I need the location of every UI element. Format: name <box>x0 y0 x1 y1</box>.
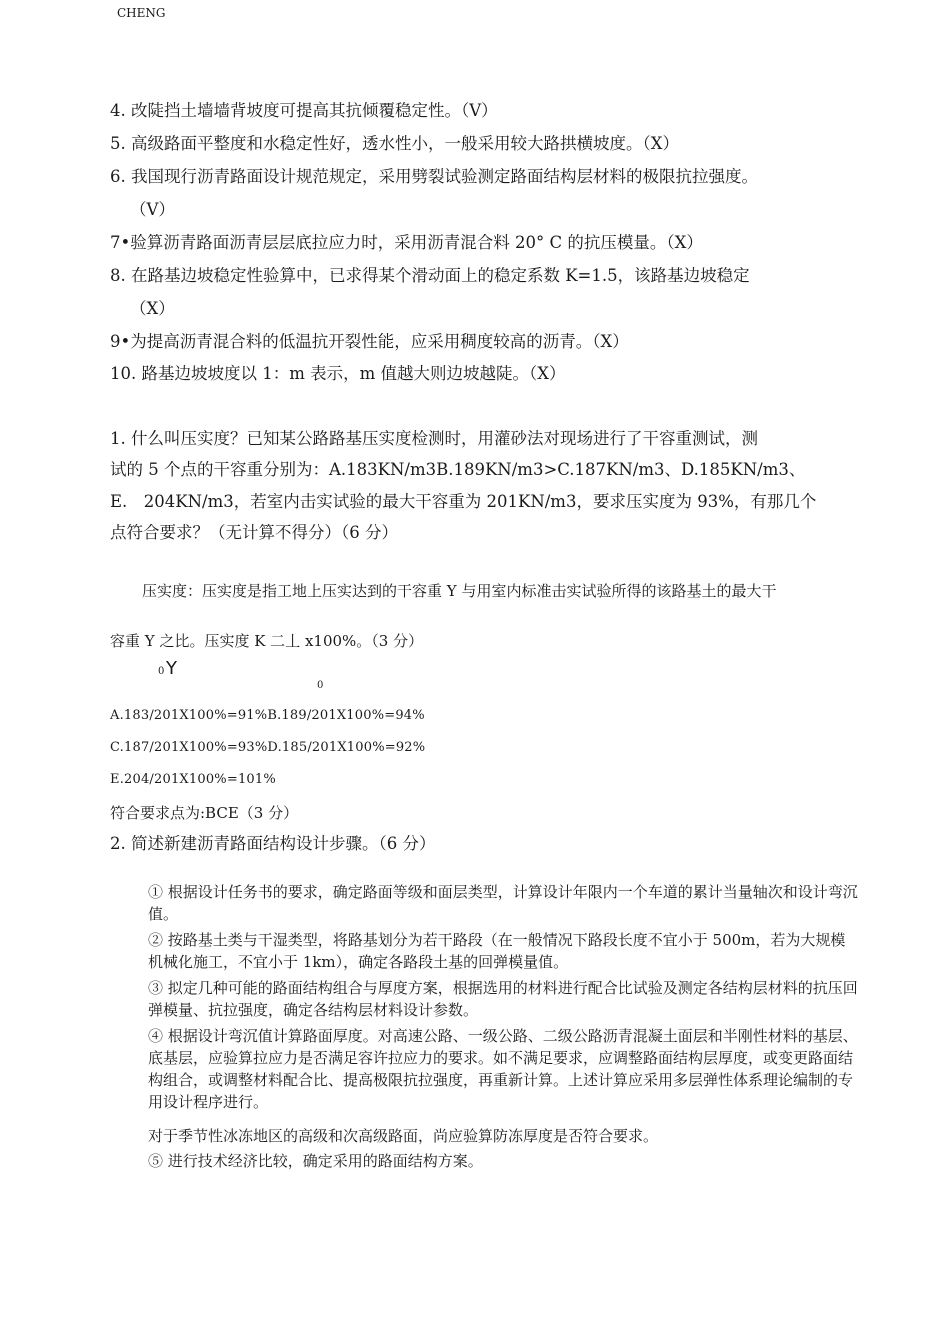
step-3 <box>110 977 860 1021</box>
question-1-line-4: 点符合要求？（无计算不得分）（6 分） <box>110 523 398 542</box>
calculation-line-2: C.187/201X100%=93%D.185/201X100%=92% <box>110 740 426 755</box>
judgement-item-6: 6. 我国现行沥青路面设计规范规定，采用劈裂试验测定路面结构层材料的极限抗拉强度。 <box>110 167 758 186</box>
gamma-symbol: Y <box>166 658 177 679</box>
step-2-text: ② 按路基土类与干湿类型，将路基划分为若干路段（在一般情况下路段长度不宜小于 500m，若为大规模机械化施工，不宜小于 1km），确定各路段土基的回弹模量值。 <box>148 931 846 971</box>
step-4-text: ④ 根据设计弯沉值计算路面厚度。对高速公路、一级公路、二级公路沥青混凝土面层和半刚性材料的基层、底基层，应验算拉应力是否满足容许拉应力的要求。如不满足要求，应调整路面结构层厚度，或变更路面结构组合，或调整材料配合比、提高极限抗拉强度，再重新计算。上述计算应采用多层弹性体系理论编制的专用设计程序进行。 <box>148 1027 858 1111</box>
calculation-line-1: A.183/201X100%=91%B.189/201X100%=94% <box>110 708 425 723</box>
frost-note: 对于季节性冰冻地区的高级和次高级路面，尚应验算防冻厚度是否符合要求。 <box>148 1127 659 1145</box>
judgement-item-8: 8. 在路基边坡稳定性验算中，已求得某个滑动面上的稳定系数 K=1.5，该路基边坡稳定 <box>110 266 750 285</box>
judgement-item-8-answer: （X） <box>130 299 175 318</box>
judgement-item-7: 7•验算沥青路面沥青层层底拉应力时，采用沥青混合料 20° C 的抗压模量。（X） <box>110 233 703 252</box>
judgement-item-4: 4. 改陡挡土墙墙背坡度可提高其抗倾覆稳定性。（V） <box>110 101 498 120</box>
answer-line: 符合要求点为:BCE（3 分） <box>110 804 299 822</box>
judgement-item-9: 9•为提高沥青混合料的低温抗开裂性能，应采用稠度较高的沥青。（X） <box>110 332 629 351</box>
step-1 <box>110 881 860 925</box>
step-3-text: ③ 拟定几种可能的路面结构组合与厚度方案，根据选用的材料进行配合比试验及测定各结构层材料的抗压回弹模量、抗拉强度，确定各结构层材料设计参数。 <box>148 979 858 1019</box>
page-header: CHENG <box>117 6 166 20</box>
step-5 <box>110 1150 860 1172</box>
calculation-line-3: E.204/201X100%=101% <box>110 772 276 787</box>
judgement-item-10: 10. 路基边坡坡度以 1：m 表示，m 值越大则边坡越陡。（X） <box>110 364 566 383</box>
question-1-line-3: E. 204KN/m3，若室内击实试验的最大干容重为 201KN/m3，要求压实度为 93%，有那几个 <box>110 492 817 511</box>
definition-line-2: 容重 Y 之比。压实度 K 二丄 x100%。（3 分） <box>110 632 424 650</box>
formula-zero: 0 <box>317 680 324 691</box>
question-1-line-1: 1. 什么叫压实度？已知某公路路基压实度检测时，用灌砂法对现场进行了干容重测试，测 <box>110 429 758 448</box>
formula-subscript: 0 <box>158 666 165 677</box>
question-2-title: 2. 简述新建沥青路面结构设计步骤。（6 分） <box>110 834 436 853</box>
question-1-line-2: 试的 5 个点的干容重分别为：A.183KN/m3B.189KN/m3>C.187KN/m3、D.185KN/m3、 <box>110 460 806 479</box>
step-1-text: ① 根据设计任务书的要求，确定路面等级和面层类型，计算设计年限内一个车道的累计当量轴次和设计弯沉值。 <box>148 883 858 923</box>
step-4 <box>110 1025 860 1113</box>
judgement-item-6-answer: （V） <box>130 200 175 219</box>
definition-line-1: 压实度：压实度是指工地上压实达到的干容重 Y 与用室内标准击实试验所得的该路基土的最大干 <box>142 582 777 600</box>
step-2 <box>110 929 860 973</box>
step-5-text: ⑤ 进行技术经济比较，确定采用的路面结构方案。 <box>148 1152 483 1170</box>
judgement-item-5: 5. 高级路面平整度和水稳定性好，透水性小，一般采用较大路拱横坡度。（X） <box>110 134 679 153</box>
